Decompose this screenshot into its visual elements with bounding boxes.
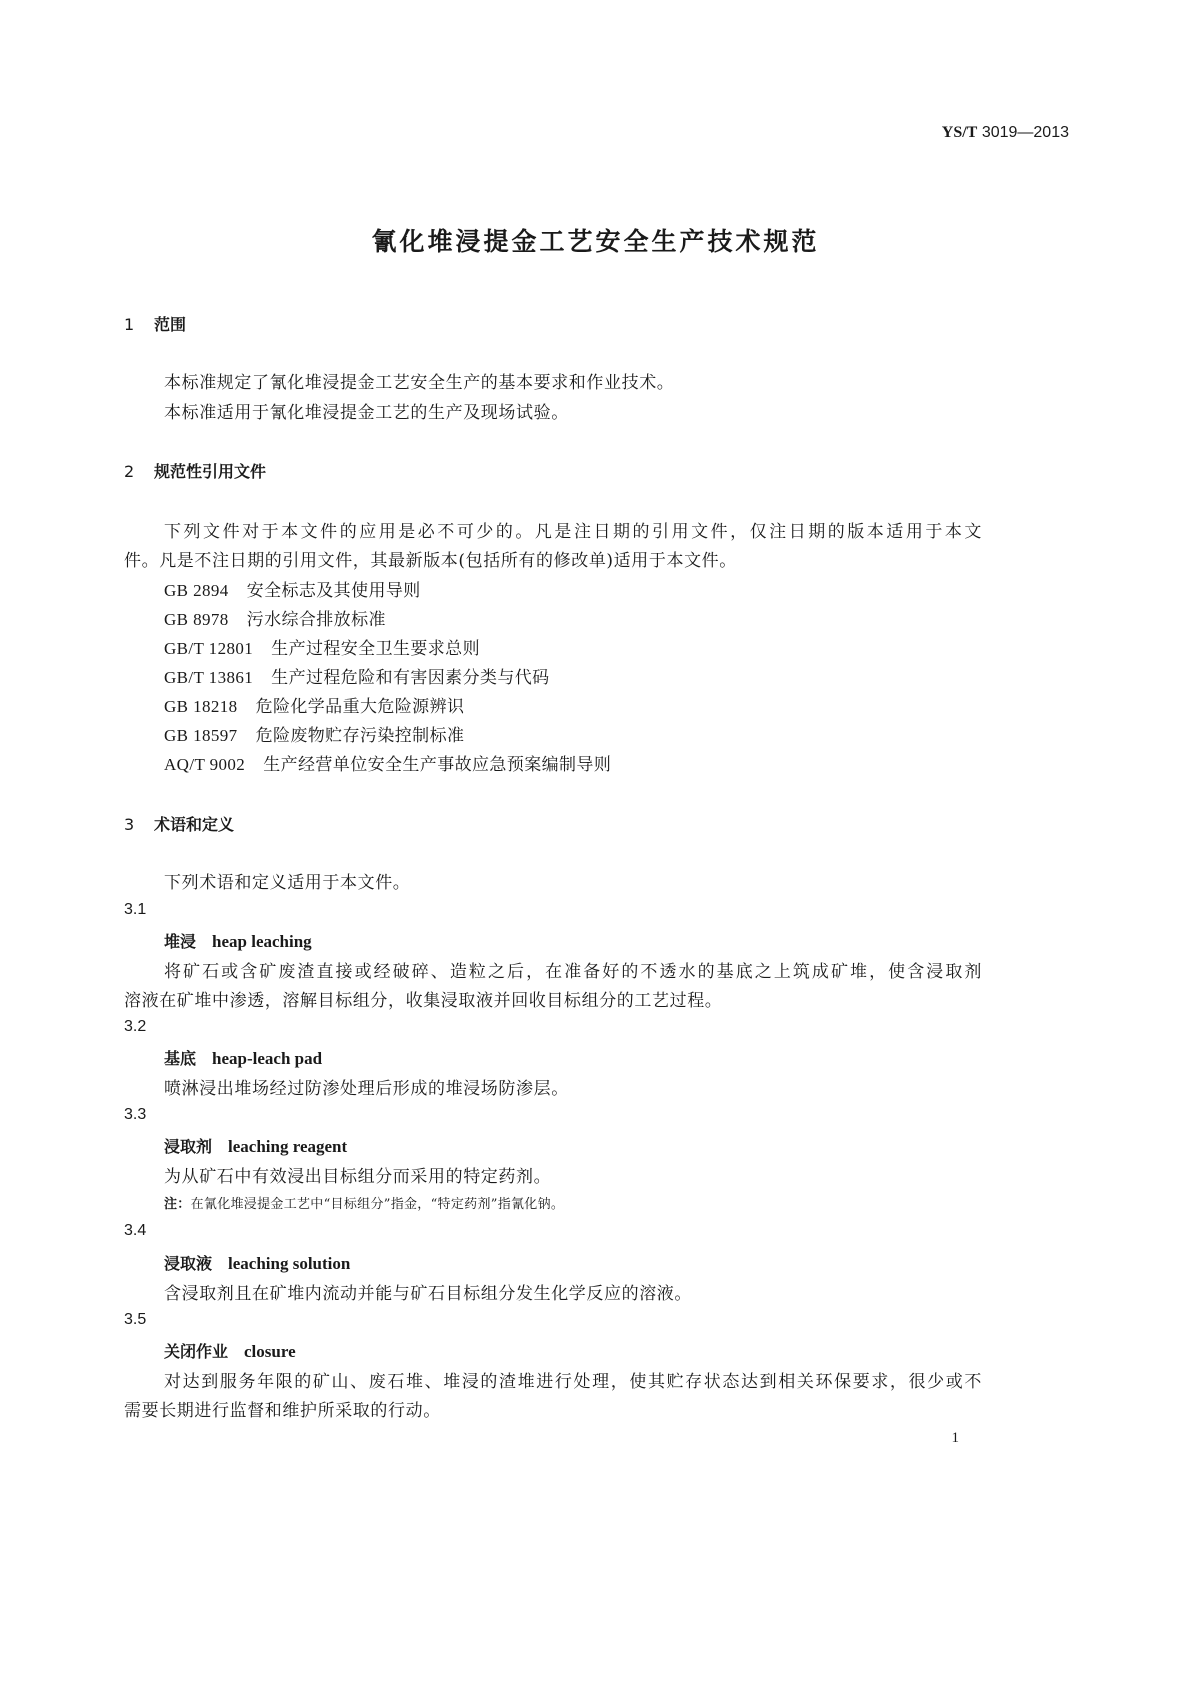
document-title: 氰化堆浸提金工艺安全生产技术规范 <box>371 227 820 256</box>
term-definition-line-2: 需要长期进行监督和维护所采取的行动。 <box>124 1401 441 1421</box>
section-1-paragraph-2: 本标准适用于氰化堆浸提金工艺的生产及现场试验。 <box>164 403 569 423</box>
term-definition: 为从矿石中有效浸出目标组分而采用的特定药剂。 <box>164 1167 552 1187</box>
term-heading: 浸取剂 leaching reagent <box>164 1137 348 1156</box>
reference-item: GB/T 12801 生产过程安全卫生要求总则 <box>164 639 480 659</box>
term-heading: 浸取液 leaching solution <box>164 1254 351 1273</box>
standard-code: YS/T 3019—2013 <box>941 124 1069 141</box>
term-number: 3.5 <box>124 1311 147 1328</box>
section-3-intro: 下列术语和定义适用于本文件。 <box>164 873 411 893</box>
term-note: 注：在氰化堆浸提金工艺中“目标组分”指金，“特定药剂”指氰化钠。 <box>164 1197 565 1212</box>
reference-item: AQ/T 9002 生产经营单位安全生产事故应急预案编制导则 <box>164 755 612 775</box>
section-2-intro-line-2: 件。凡是不注日期的引用文件，其最新版本(包括所有的修改单)适用于本文件。 <box>124 551 737 571</box>
reference-item: GB 18597 危险废物贮存污染控制标准 <box>164 726 465 746</box>
reference-item: GB 18218 危险化学品重大危险源辨识 <box>164 697 465 717</box>
section-1-heading: 1 范围 <box>124 315 187 334</box>
term-number: 3.4 <box>124 1222 147 1239</box>
term-number: 3.2 <box>124 1018 147 1035</box>
term-definition-line-2: 溶液在矿堆中渗透，溶解目标组分，收集浸取液并回收目标组分的工艺过程。 <box>124 991 723 1011</box>
term-heading: 基底 heap-leach pad <box>164 1049 323 1068</box>
section-2-heading: 2 规范性引用文件 <box>124 462 267 481</box>
term-definition-line-1: 对达到服务年限的矿山、废石堆、堆浸的渣堆进行处理，使其贮存状态达到相关环保要求，很少或不 <box>164 1372 982 1392</box>
reference-item: GB 8978 污水综合排放标准 <box>164 610 386 630</box>
reference-item: GB 2894 安全标志及其使用导则 <box>164 581 421 601</box>
term-definition: 含浸取剂且在矿堆内流动并能与矿石目标组分发生化学反应的溶液。 <box>164 1284 692 1304</box>
section-2-intro-line-1: 下列文件对于本文件的应用是必不可少的。凡是注日期的引用文件，仅注日期的版本适用于本文 <box>164 522 982 542</box>
section-1-paragraph-1: 本标准规定了氰化堆浸提金工艺安全生产的基本要求和作业技术。 <box>164 373 675 393</box>
term-heading: 关闭作业 closure <box>164 1342 296 1361</box>
page-number: 1 <box>951 1430 959 1446</box>
term-number: 3.1 <box>124 901 147 918</box>
term-definition: 喷淋浸出堆场经过防渗处理后形成的堆浸场防渗层。 <box>164 1079 569 1099</box>
reference-item: GB/T 13861 生产过程危险和有害因素分类与代码 <box>164 668 550 688</box>
term-number: 3.3 <box>124 1106 147 1123</box>
term-definition-line-1: 将矿石或含矿废渣直接或经破碎、造粒之后，在准备好的不透水的基底之上筑成矿堆，使含浸取剂 <box>164 962 982 982</box>
term-heading: 堆浸 heap leaching <box>164 932 312 951</box>
section-3-heading: 3 术语和定义 <box>124 815 235 834</box>
